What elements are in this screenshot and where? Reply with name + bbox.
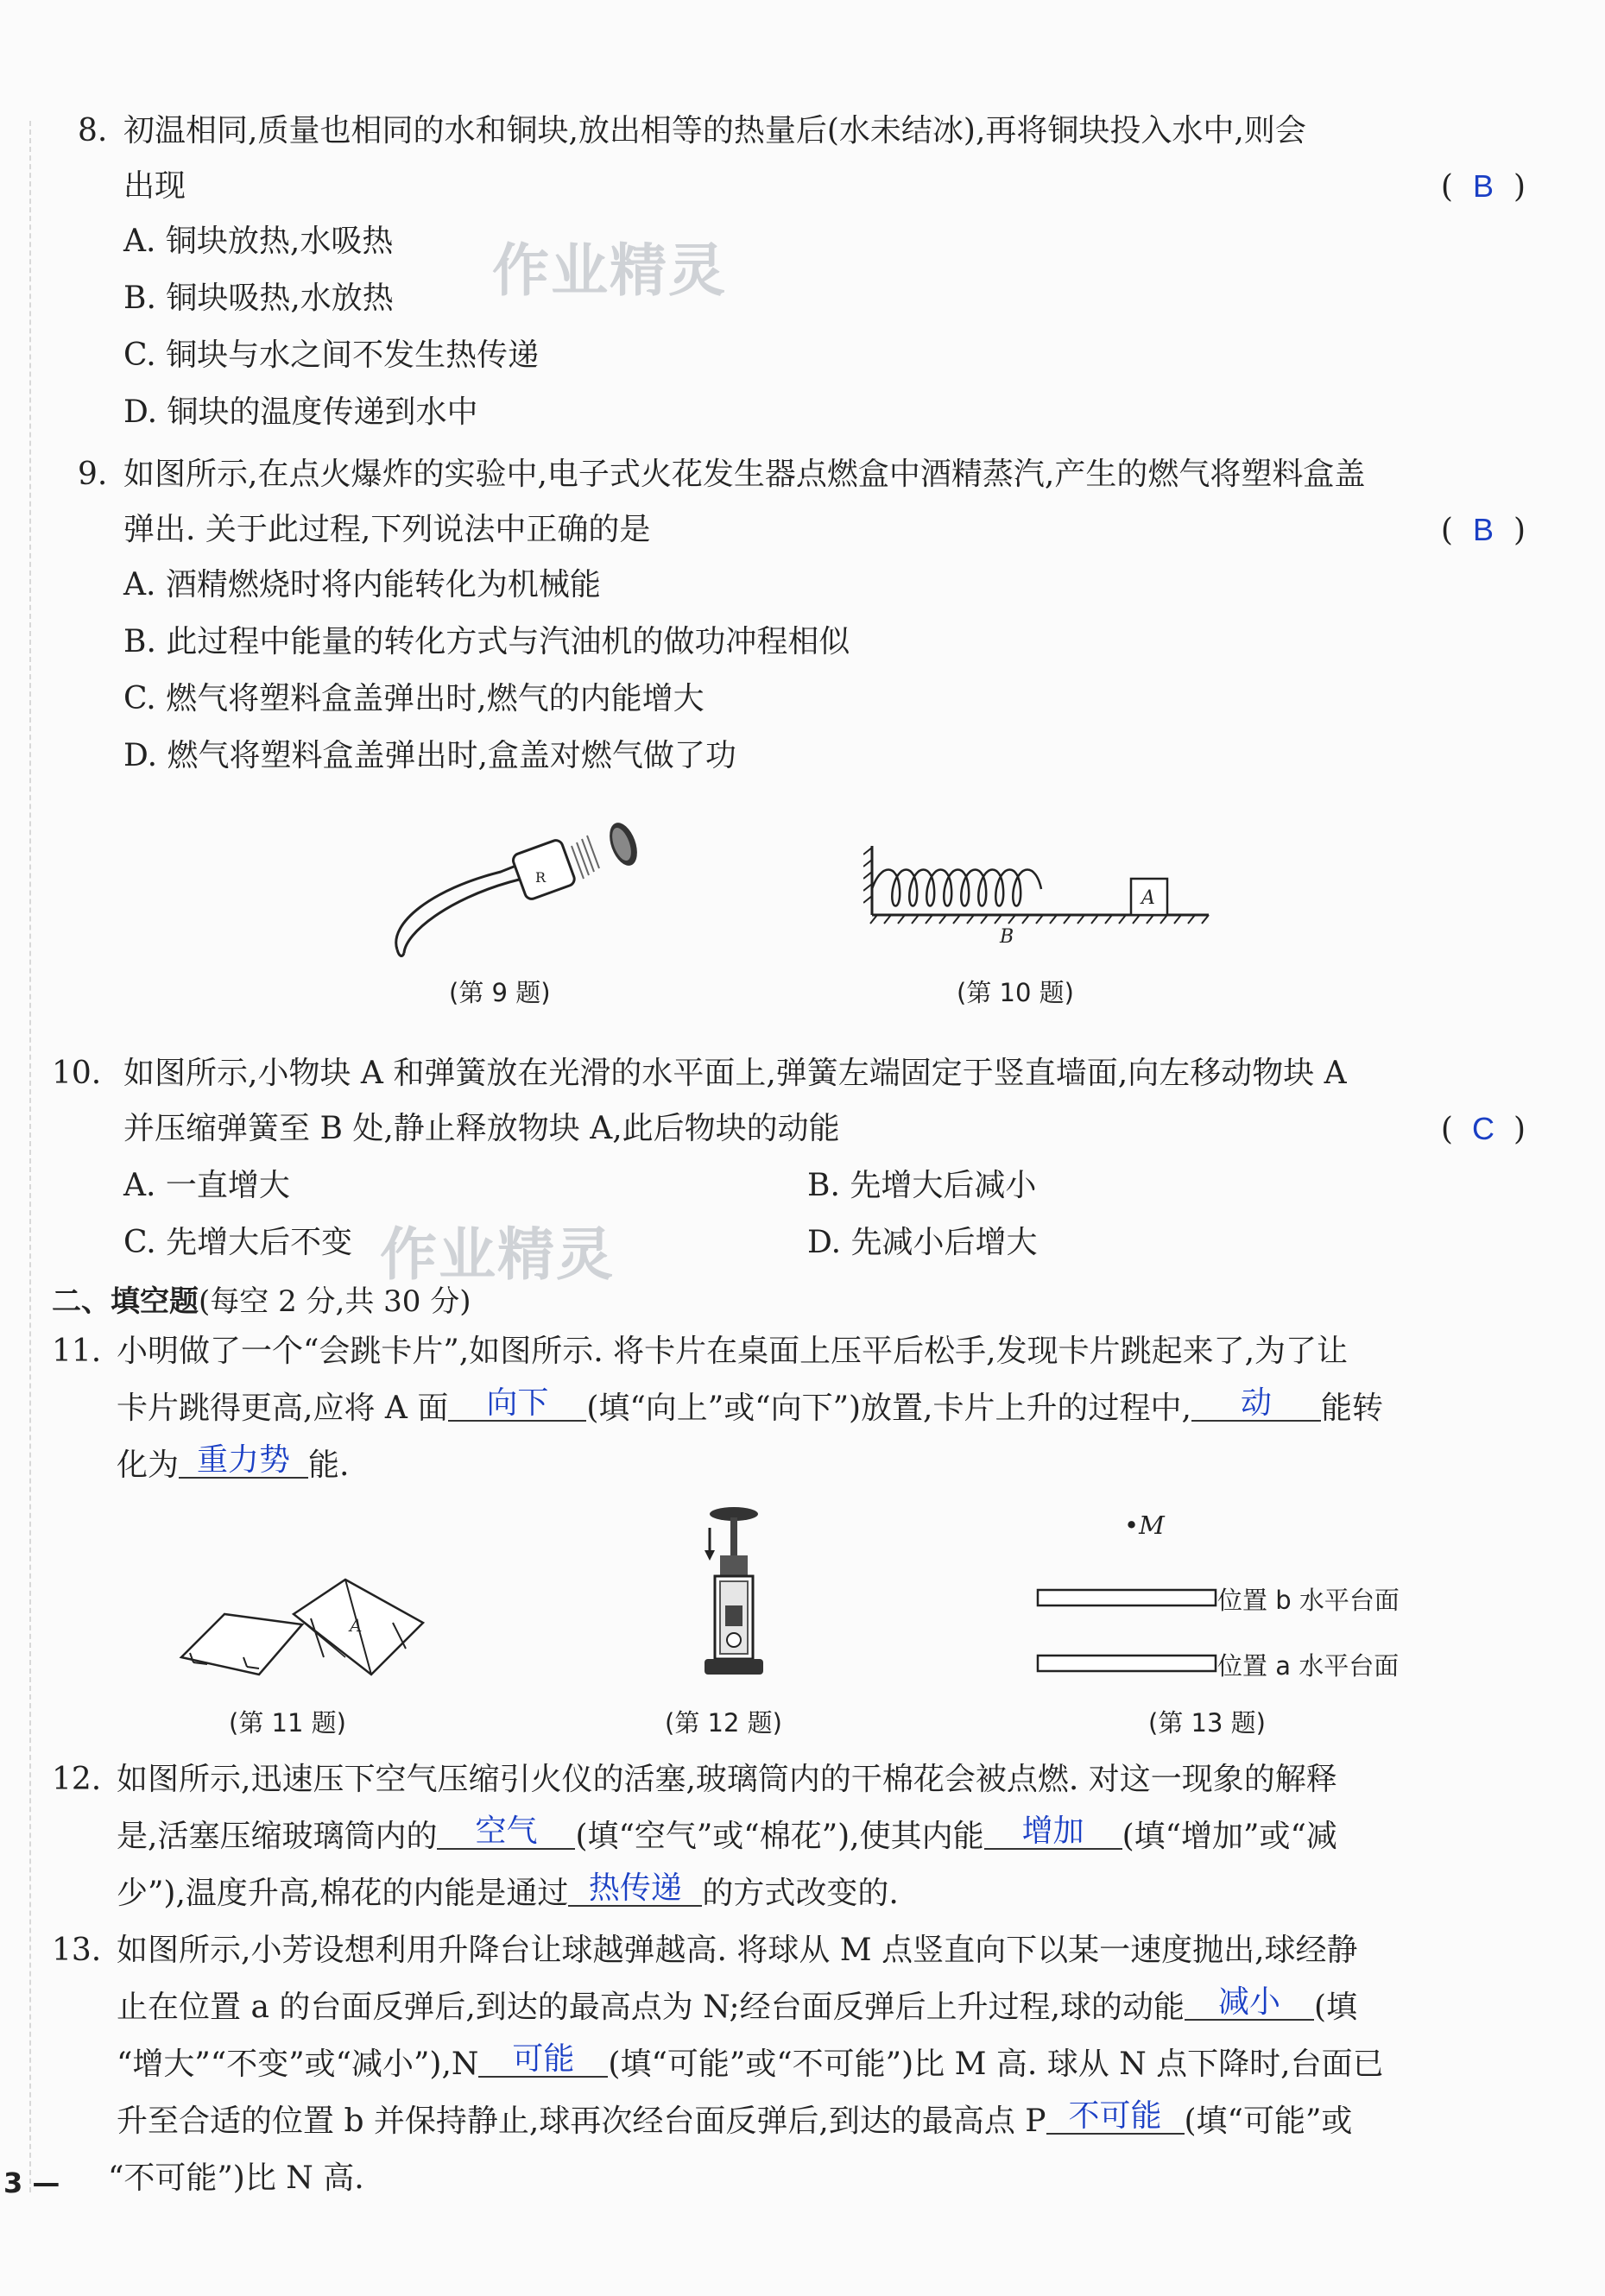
q11-line2-a: 卡片跳得更高,应将 A 面	[117, 1391, 449, 1426]
svg-text:R: R	[535, 869, 547, 886]
q12-line2-b: (填“空气”或“棉花”),使其内能	[575, 1819, 984, 1854]
q12-line3-a: 少”),温度升高,棉花的内能是通过	[117, 1876, 569, 1911]
q10-stem-line2: 并压缩弹簧至 B 处,静止释放物块 A,此后物块的动能	[123, 1111, 840, 1146]
q11-line2-b: (填“向上”或“向下”)放置,卡片上升的过程中,	[586, 1391, 1191, 1426]
q10-answer: C	[1471, 1111, 1494, 1146]
q12-line1: 如图所示,迅速压下空气压缩引火仪的活塞,玻璃筒内的干棉花会被点燃. 对这一现象的解释	[117, 1762, 1337, 1797]
q10-stem-line1: 如图所示,小物块 A 和弹簧放在光滑的水平面上,弹簧左端固定于竖直墙面,向左移动物块 A	[123, 1056, 1347, 1091]
q12-blank-3: 热传递	[568, 1870, 702, 1907]
figure-13-caption: (第 13 题)	[1148, 1708, 1266, 1738]
q9-answer-box: ( B )	[1440, 512, 1526, 548]
q11-blank-3: 重力势	[179, 1442, 308, 1479]
page-number: 3 —	[3, 2167, 60, 2199]
q9-option-b: B. 此过程中能量的转化方式与汽油机的做功冲程相似	[123, 624, 850, 659]
q10-option-d: D. 先减小后增大	[807, 1225, 1038, 1260]
q8-option-a: A. 铜块放热,水吸热	[123, 224, 394, 259]
q9-option-c: C. 燃气将塑料盒盖弹出时,燃气的内能增大	[123, 681, 705, 716]
q10-number: 10.	[52, 1056, 102, 1091]
q13-blank-2: 可能	[478, 2041, 608, 2078]
q9-stem-line1: 如图所示,在点火爆炸的实验中,电子式火花发生器点燃盒中酒精蒸汽,产生的燃气将塑料盒盖	[123, 457, 1366, 492]
figure-13-point-m: •M	[1124, 1511, 1165, 1540]
q9-answer: B	[1472, 512, 1494, 547]
q13-line4-b: (填“可能”或	[1184, 2104, 1353, 2139]
q13-line4-a: 升至合适的位置 b 并保持静止,球再次经台面反弹后,到达的最高点 P	[117, 2104, 1046, 2139]
q13-line4	[117, 2097, 1353, 2141]
q10-answer-box: ( C )	[1440, 1111, 1526, 1147]
q11-line2	[117, 1385, 1383, 1428]
q13-line3-a: “增大”“不变”或“减小”),N	[117, 2047, 479, 2082]
page-number-value: 3	[3, 2167, 23, 2199]
q13-line3-b: (填“可能”或“不可能”)比 M 高. 球从 N 点下降时,台面已	[608, 2047, 1384, 2082]
q8-number: 8.	[78, 113, 108, 148]
figure-10-caption: (第 10 题)	[957, 978, 1074, 1007]
q9-option-d: D. 燃气将塑料盒盖弹出时,盒盖对燃气做了功	[123, 738, 736, 773]
q11-line3	[117, 1441, 350, 1485]
figure-11-jumping-card	[173, 1554, 432, 1692]
q12-number: 12.	[52, 1762, 102, 1797]
figure-11-caption: (第 11 题)	[229, 1708, 346, 1738]
q8-option-b: B. 铜块吸热,水放热	[123, 281, 394, 316]
q8-answer-box: ( B )	[1440, 168, 1526, 205]
q12-line2-c: (填“增加”或“减	[1122, 1819, 1337, 1854]
q13-line1: 如图所示,小芳设想利用升降台让球越弹越高. 将球从 M 点竖直向下以某一速度抛出,球经静	[117, 1933, 1358, 1968]
q10-option-c: C. 先增大后不变	[123, 1225, 353, 1260]
watermark-2: 作业精灵	[380, 1221, 615, 1288]
q9-option-a: A. 酒精燃烧时将内能转化为机械能	[123, 567, 601, 602]
q13-line2	[117, 1984, 1358, 2027]
q12-line2	[117, 1813, 1337, 1856]
q11-line3-a: 化为	[117, 1448, 180, 1483]
q12-line2-a: 是,活塞压缩玻璃筒内的	[117, 1819, 438, 1854]
q13-line2-b: (填	[1314, 1990, 1358, 2025]
q13-blank-3: 不可能	[1046, 2098, 1185, 2135]
figure-13-label-position-a: 位置 a 水平台面	[1217, 1651, 1400, 1681]
figure-9-ignition-device	[380, 803, 665, 975]
q12-blank-1: 空气	[437, 1813, 575, 1850]
q8-option-c: C. 铜块与水之间不发生热传递	[123, 337, 540, 373]
figure-13-platforms	[1036, 1586, 1226, 1673]
q11-blank-1: 向下	[448, 1385, 586, 1422]
q9-stem-line2: 弹出. 关于此过程,下列说法中正确的是	[123, 512, 651, 547]
q8-stem-line1: 初温相同,质量也相同的水和铜块,放出相等的热量后(水未结冰),再将铜块投入水中,则会	[123, 113, 1306, 148]
q8-answer: B	[1472, 168, 1494, 204]
section-fill-in-title	[52, 1277, 471, 1320]
q12-line3	[117, 1870, 899, 1913]
q11-line3-b: 能.	[308, 1448, 350, 1483]
figure-9-caption: (第 9 题)	[449, 978, 551, 1007]
q11-line1: 小明做了一个“会跳卡片”,如图所示. 将卡片在桌面上压平后松手,发现卡片跳起来了,为了让	[117, 1334, 1349, 1369]
q8-option-d: D. 铜块的温度传递到水中	[123, 394, 478, 430]
q13-blank-1: 减小	[1185, 1984, 1314, 2021]
q11-number: 11.	[52, 1334, 102, 1369]
q10-option-b: B. 先增大后减小	[807, 1168, 1037, 1203]
figure-12-caption: (第 12 题)	[665, 1708, 782, 1738]
q12-line3-b: 的方式改变的.	[702, 1876, 899, 1911]
binding-margin-line	[29, 121, 31, 2192]
figure-12-compression-igniter	[691, 1502, 777, 1683]
q13-line5: “不可能”)比 N 高.	[108, 2160, 364, 2196]
q11-line2-c: 能转	[1320, 1391, 1383, 1426]
q9-number: 9.	[78, 457, 108, 492]
figure-11-label-a: A	[350, 1615, 363, 1636]
q12-blank-2: 增加	[984, 1813, 1122, 1850]
q8-stem-line2: 出现	[123, 168, 186, 204]
figure-10-label-a: A	[1141, 887, 1155, 909]
q10-option-a: A. 一直增大	[123, 1168, 290, 1203]
q13-line3	[117, 2041, 1384, 2084]
figure-13-label-position-b: 位置 b 水平台面	[1217, 1586, 1400, 1615]
section-note: (每空 2 分,共 30 分)	[199, 1284, 471, 1319]
figure-10-label-b: B	[1000, 926, 1014, 948]
watermark: 作业精灵	[492, 237, 727, 304]
q13-line2-a: 止在位置 a 的台面反弹后,到达的最高点为 N;经台面反弹后上升过程,球的动能	[117, 1990, 1185, 2025]
section-title: 二、填空题	[52, 1284, 199, 1319]
figure-10-spring-block	[863, 837, 1217, 949]
q11-blank-2: 动	[1191, 1385, 1321, 1422]
q13-number: 13.	[52, 1933, 102, 1968]
